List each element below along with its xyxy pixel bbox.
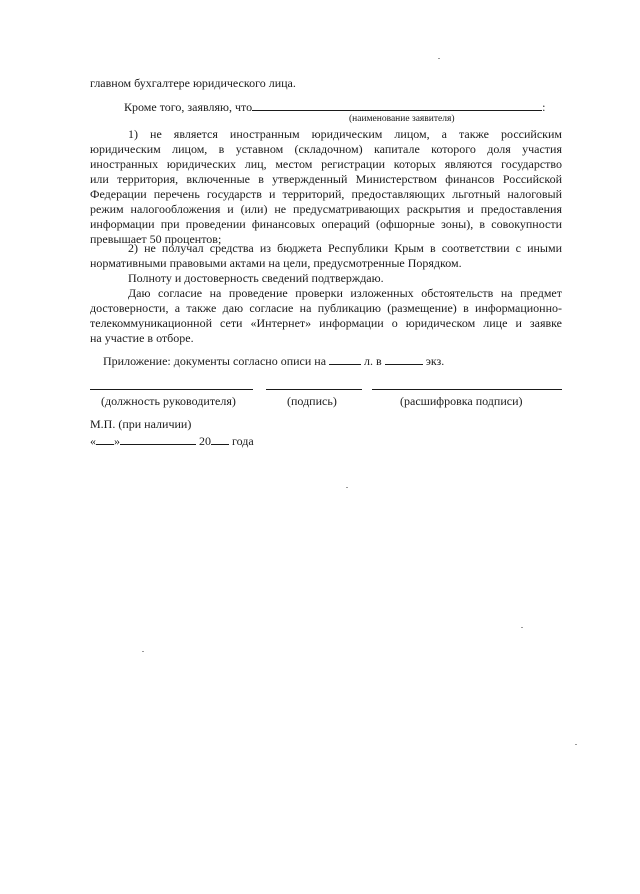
- declaration-line: [124, 99, 545, 115]
- item2-line-2: нормативными правовыми актами на цели, предусмотренные Порядком.: [90, 256, 462, 270]
- date-line: [90, 433, 254, 449]
- item1-line-1: 1) не является иностранным юридическим лицом, а также российским: [128, 127, 562, 141]
- consent-line-1: Даю согласие на проведение проверки изложенных обстоятельств на предмет: [128, 286, 562, 300]
- attachment-lead: Приложение: документы согласно описи на: [103, 354, 327, 368]
- item1-line-4: или территория, включенные в утвержденный Министерством финансов Российской: [90, 172, 562, 186]
- declaration-lead: Кроме того, заявляю, что: [124, 100, 253, 114]
- date-close-quote: »: [114, 434, 120, 448]
- date-year-field[interactable]: [211, 433, 229, 445]
- item2-line-1: 2) не получал средства из бюджета Республики Крым в соответствии с иными: [128, 241, 562, 255]
- date-year-suffix: года: [232, 434, 254, 448]
- scan-speck: [438, 58, 440, 59]
- consent-line-2: достоверности, а также даю согласие на публикацию (размещение) в информационно-: [90, 301, 562, 315]
- signature-decode-field[interactable]: [372, 389, 562, 390]
- date-month-field[interactable]: [120, 433, 196, 445]
- date-day-field[interactable]: [96, 433, 114, 445]
- item1-line-8: превышает 50 процентов;: [90, 232, 222, 246]
- consent-line-3: телекоммуникационной сети «Интернет» информации о юридическом лице и заявке: [90, 316, 562, 330]
- signature-decode-label: (расшифровка подписи): [400, 394, 523, 408]
- scan-speck: [521, 627, 523, 628]
- scan-speck: [346, 487, 348, 488]
- item1-line-5: Федерации перечень государств и территорий, предоставляющих льготный налоговый: [90, 187, 562, 201]
- scan-speck: [142, 651, 144, 652]
- applicant-name-field[interactable]: [252, 99, 542, 111]
- scan-speck: [575, 744, 577, 745]
- signature-field[interactable]: [266, 389, 362, 390]
- stamp-label: М.П. (при наличии): [90, 417, 192, 431]
- pages-unit: л. в: [364, 354, 382, 368]
- confirmation-line: Полноту и достоверность сведений подтверждаю.: [128, 271, 384, 285]
- item1-line-7: информации при проведении финансовых операций (офшорные зоны), в совокупности: [90, 217, 562, 231]
- declaration-colon: :: [542, 100, 546, 114]
- attachment-line: [103, 353, 444, 369]
- date-year-prefix: 20: [199, 434, 211, 448]
- consent-line-4: на участие в отборе.: [90, 331, 194, 345]
- position-label: (должность руководителя): [101, 394, 236, 408]
- item1-line-2: юридическим лицом, в уставном (складочном) капитале которого доля участия: [90, 142, 562, 156]
- pages-count-field[interactable]: [329, 353, 361, 365]
- copies-unit: экз.: [425, 354, 445, 368]
- date-open-quote: «: [90, 434, 96, 448]
- applicant-name-caption: (наименование заявителя): [349, 114, 455, 124]
- signature-label: (подпись): [287, 394, 337, 408]
- item1-line-6: режим налогообложения и (или) не предусматривающих раскрытия и предоставления: [90, 202, 562, 216]
- copies-count-field[interactable]: [385, 353, 423, 365]
- item1-line-3: иностранных юридических лиц, местом регистрации которых являются государство: [90, 157, 562, 171]
- top-line: главном бухгалтере юридического лица.: [90, 76, 296, 90]
- position-field[interactable]: [90, 389, 253, 390]
